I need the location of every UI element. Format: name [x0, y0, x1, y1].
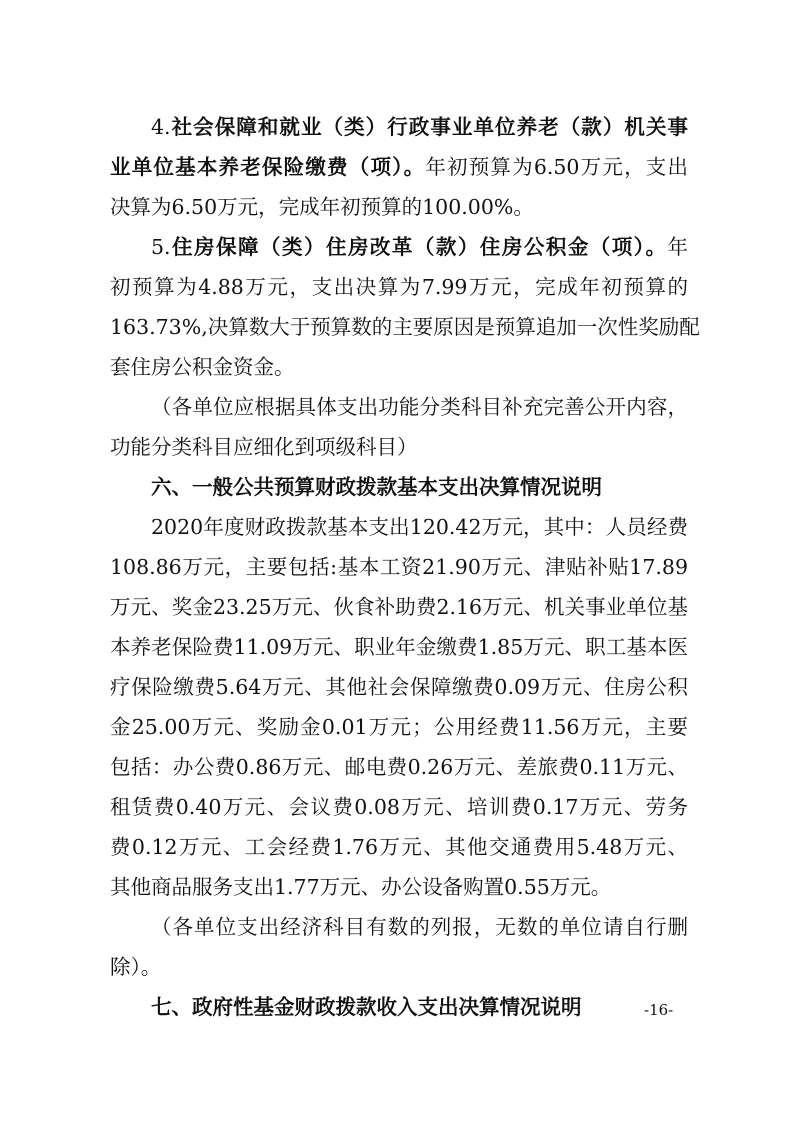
paragraph-5-line-3: 163.73%,决算数大于预算数的主要原因是预算追加一次性奖励配: [110, 315, 700, 339]
section-7-heading: 七、政府性基金财政拨款收入支出决算情况说明: [151, 995, 582, 1019]
text: 年: [667, 235, 688, 259]
paragraph-5-line-2: 初预算为4.88万元，支出决算为7.99万元，完成年初预算的: [110, 275, 688, 299]
note-1-line-1: （各单位应根据具体支出功能分类科目补充完善公开内容，: [151, 395, 688, 419]
section-6-line-4: 本养老保险费11.09万元、职业年金缴费1.85万元、职工基本医: [110, 635, 688, 659]
paragraph-4-line-1: [110, 107, 688, 147]
paragraph-5-line-1: [110, 227, 688, 267]
paragraph-4-line-3: 决算为6.50万元，完成年初预算的100.00%。: [110, 195, 534, 219]
section-6-line-6: 金25.00万元、奖励金0.01万元；公用经费11.56万元，主要: [110, 715, 688, 739]
note-2-line-2: 除）。: [110, 955, 162, 979]
section-6-heading: 六、一般公共预算财政拨款基本支出决算情况说明: [151, 475, 602, 499]
page-number: -16-: [644, 1001, 674, 1019]
item-number: 5.: [151, 235, 171, 259]
section-6-line-3: 万元、奖金23.25万元、伙食补助费2.16万元、机关事业单位基: [110, 595, 688, 619]
note-1-line-2: 功能分类科目应细化到项级科目）: [110, 435, 418, 459]
section-6-line-9: 费0.12万元、工会经费1.76万元、其他交通费用5.48万元、: [110, 835, 688, 859]
section-6-line-8: 租赁费0.40万元、会议费0.08万元、培训费0.17万元、劳务: [110, 795, 688, 819]
section-6-line-7: 包括：办公费0.86万元、邮电费0.26万元、差旅费0.11万元、: [110, 755, 688, 779]
note-2-line-1: （各单位支出经济科目有数的列报，无数的单位请自行删: [151, 915, 688, 939]
item-heading-text: 住房保障（类）住房改革（款）住房公积金（项）。: [170, 235, 668, 259]
item-heading-text: 社会保障和就业（类）行政事业单位养老（款）机关事: [170, 115, 688, 139]
section-6-line-10: 其他商品服务支出1.77万元、办公设备购置0.55万元。: [110, 875, 612, 899]
item-number: 4.: [151, 115, 171, 139]
text: 年初预算为6.50万元，支出: [425, 155, 688, 179]
paragraph-4-line-2: [110, 147, 688, 187]
item-heading-text-cont: 业单位基本养老保险缴费（项）。: [110, 155, 426, 179]
document-body: [110, 107, 700, 1027]
paragraph-5-line-4: 套住房公积金资金。: [110, 355, 295, 379]
section-6-line-1: 2020年度财政拨款基本支出120.42万元，其中：人员经费: [151, 515, 688, 539]
section-6-line-2: 108.86万元，主要包括:基本工资21.90万元、津贴补贴17.89: [110, 555, 688, 579]
section-6-line-5: 疗保险缴费5.64万元、其他社会保障缴费0.09万元、住房公积: [110, 675, 688, 699]
